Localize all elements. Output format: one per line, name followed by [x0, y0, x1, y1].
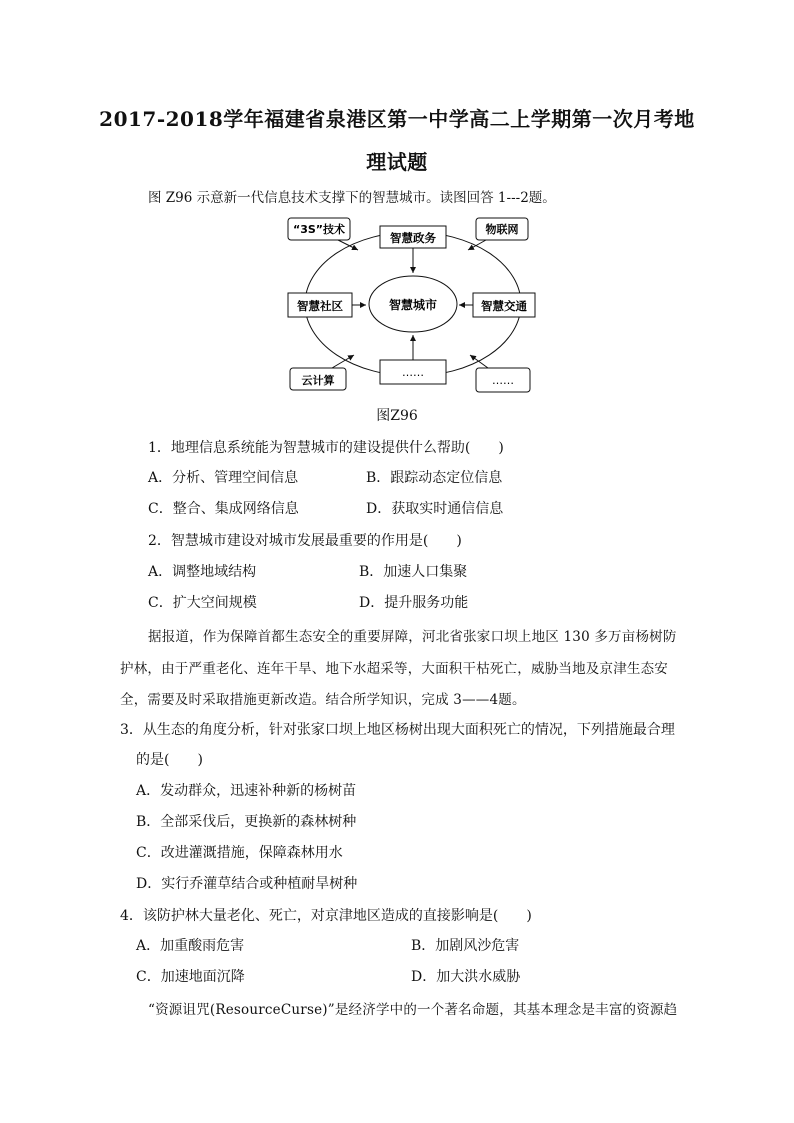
q3-option-b: B．全部采伐后，更换新的森林树种 [136, 814, 357, 830]
q2-option-d: D．提升服务功能 [359, 595, 469, 611]
exam-title-line1: 2017-2018学年福建省泉港区第一中学高二上学期第一次月考地 [99, 107, 695, 131]
q1-option-c: C．整合、集成网络信息 [148, 501, 299, 517]
q3-option-a: A．发动群众，迅速补种新的杨树苗 [136, 783, 357, 799]
q4-option-d: D．加大洪水威胁 [411, 969, 521, 985]
q3-stem-line2: 的是( ) [136, 752, 203, 768]
q2-stem: 2．智慧城市建设对城市发展最重要的作用是( ) [148, 533, 462, 549]
diagram-top: 智慧政务 [390, 231, 436, 245]
diagram-right: 智慧交通 [481, 299, 527, 313]
q2-option-a: A．调整地域结构 [148, 564, 257, 580]
diagram-br: …… [492, 374, 514, 387]
diagram-left: 智慧社区 [297, 299, 343, 313]
q1-option-d: D．获取实时通信信息 [366, 501, 504, 517]
q3-option-d: D．实行乔灌草结合或种植耐旱树种 [136, 876, 358, 892]
diagram-tl: “3S”技术 [292, 223, 346, 236]
q3-stem-line1: 3．从生态的角度分析，针对张家口坝上地区杨树出现大面积死亡的情况，下列措施最合理 [120, 722, 675, 738]
intro-q1-2: 图 Z96 示意新一代信息技术支撑下的智慧城市。读图回答 1---2题。 [148, 190, 556, 206]
passage-3-4-line2: 护林，由于严重老化、连年干旱、地下水超采等，大面积干枯死亡，威胁当地及京津生态安 [120, 661, 668, 677]
q4-option-a: A．加重酸雨危害 [136, 938, 245, 954]
diagram-bottom: …… [402, 366, 424, 379]
passage-resource-curse: “资源诅咒(ResourceCurse)”是经济学中的一个著名命题，其基本理念是丰富的资源趋 [148, 1002, 678, 1018]
smart-city-diagram [280, 212, 540, 397]
q3-option-c: C．改进灌溉措施，保障森林用水 [136, 845, 343, 861]
diagram-tr: 物联网 [485, 223, 519, 236]
q4-stem: 4．该防护林大量老化、死亡，对京津地区造成的直接影响是( ) [120, 908, 532, 924]
passage-3-4-line1: 据报道，作为保障首都生态安全的重要屏障，河北省张家口坝上地区 130 多万亩杨树防 [148, 629, 677, 645]
q1-option-b: B．跟踪动态定位信息 [366, 470, 503, 486]
q1-option-a: A．分析、管理空间信息 [148, 470, 299, 486]
q4-option-b: B．加剧风沙危害 [411, 938, 520, 954]
diagram-bl: 云计算 [301, 374, 335, 387]
exam-title-line2: 理试题 [366, 150, 428, 174]
q2-option-c: C．扩大空间规模 [148, 595, 257, 611]
q2-option-b: B．加速人口集聚 [359, 564, 468, 580]
q1-stem: 1．地理信息系统能为智慧城市的建设提供什么帮助( ) [148, 440, 504, 456]
diagram-caption: 图Z96 [376, 408, 418, 424]
diagram-center: 智慧城市 [388, 298, 438, 312]
passage-3-4-line3: 全，需要及时采取措施更新改造。结合所学知识，完成 3——4题。 [120, 692, 526, 708]
q4-option-c: C．加速地面沉降 [136, 969, 245, 985]
